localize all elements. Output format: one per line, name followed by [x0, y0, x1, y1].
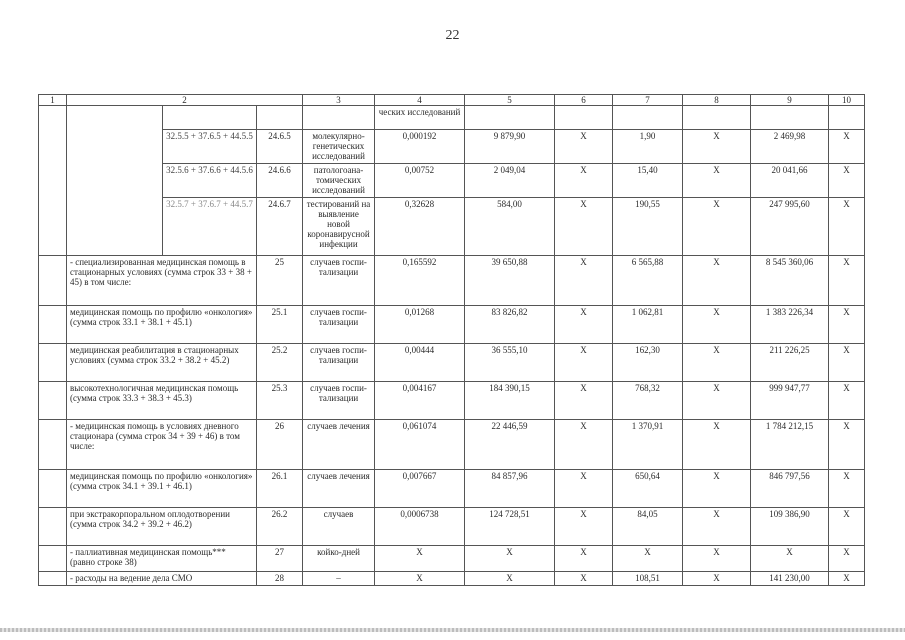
table-cell: X	[555, 344, 613, 382]
row-label: медицинская помощь по профилю «онкология» (сумма строк 33.1 + 38.1 + 45.1)	[67, 306, 257, 344]
table-cell: 650,64	[613, 470, 683, 508]
table-cell: X	[613, 546, 683, 572]
table-cell: X	[683, 382, 751, 420]
table-cell: 1 383 226,34	[751, 306, 829, 344]
table-cell	[163, 106, 257, 130]
table-cell: X	[829, 546, 865, 572]
table-row	[39, 306, 865, 344]
table-cell: X	[683, 546, 751, 572]
header-cell: 6	[555, 95, 613, 106]
table-cell: X	[555, 382, 613, 420]
table-cell: X	[555, 508, 613, 546]
table-cell: 24.6.6	[257, 164, 303, 198]
table-cell: X	[829, 130, 865, 164]
table-cell: X	[555, 256, 613, 306]
table-cell: 36 555,10	[465, 344, 555, 382]
table-cell: X	[375, 572, 465, 586]
table-cell: X	[829, 572, 865, 586]
table-cell: 24.6.5	[257, 130, 303, 164]
table-cell: 15,40	[613, 164, 683, 198]
table-cell: 162,30	[613, 344, 683, 382]
table-cell: 999 947,77	[751, 382, 829, 420]
table-cell: X	[555, 130, 613, 164]
row-label: при экстракорпоральном оплодотворении (сумма строк 34.2 + 39.2 + 46.2)	[67, 508, 257, 546]
table-cell: X	[683, 344, 751, 382]
table-cell	[39, 306, 67, 344]
table-cell	[39, 256, 67, 306]
table-cell	[257, 106, 303, 130]
table-cell: X	[683, 130, 751, 164]
table-cell: 22 446,59	[465, 420, 555, 470]
table-cell: X	[683, 470, 751, 508]
table-cell: 1 370,91	[613, 420, 683, 470]
table-cell: 141 230,00	[751, 572, 829, 586]
table-cell: 0,004167	[375, 382, 465, 420]
table-cell: 211 226,25	[751, 344, 829, 382]
table-cell: –	[303, 572, 375, 586]
table-cell: X	[683, 256, 751, 306]
table-cell: 32.5.5 + 37.6.5 + 44.5.5	[163, 130, 257, 164]
page-number: 22	[445, 28, 460, 43]
table-cell: 26.2	[257, 508, 303, 546]
table-cell: X	[555, 470, 613, 508]
table-cell: ческих исследований	[375, 106, 465, 130]
table-cell: 0,00444	[375, 344, 465, 382]
table-cell: X	[829, 164, 865, 198]
table-cell: 39 650,88	[465, 256, 555, 306]
row-label: медицинская реабилитация в стационарных условиях (сумма строк 33.2 + 38.2 + 45.2)	[67, 344, 257, 382]
row-label: медицинская помощь по профилю «онкология» (сумма строк 34.1 + 39.1 + 46.1)	[67, 470, 257, 508]
table-cell	[39, 546, 67, 572]
table-row	[39, 470, 865, 508]
row-label: - расходы на ведение дела СМО	[67, 572, 257, 586]
table-cell: 26	[257, 420, 303, 470]
table-row	[39, 106, 865, 130]
table-row	[39, 546, 865, 572]
table-cell: 0,32628	[375, 198, 465, 256]
table-cell: 190,55	[613, 198, 683, 256]
table-cell: 0,0006738	[375, 508, 465, 546]
table-cell: тестирований на выявление новой коронавирусной инфекции	[303, 198, 375, 256]
table-cell: X	[829, 344, 865, 382]
scan-edge	[0, 628, 905, 632]
table-cell: X	[829, 198, 865, 256]
table-cell: 20 041,66	[751, 164, 829, 198]
table-cell: 32.5.6 + 37.6.6 + 44.5.6	[163, 164, 257, 198]
table-cell: 0,00752	[375, 164, 465, 198]
table-cell: случаев госпи-тализации	[303, 344, 375, 382]
header-cell: 10	[829, 95, 865, 106]
table-cell: 124 728,51	[465, 508, 555, 546]
header-cell: 2	[67, 95, 303, 106]
table-row	[39, 164, 865, 198]
table-cell	[303, 106, 375, 130]
table-cell	[39, 470, 67, 508]
table-cell: 0,000192	[375, 130, 465, 164]
table-cell: X	[751, 546, 829, 572]
table-row	[39, 130, 865, 164]
table-cell: 0,061074	[375, 420, 465, 470]
table-cell: X	[555, 546, 613, 572]
table-cell: 109 386,90	[751, 508, 829, 546]
header-cell: 7	[613, 95, 683, 106]
table-cell: 247 995,60	[751, 198, 829, 256]
table-cell: 2 049,04	[465, 164, 555, 198]
table-cell	[39, 344, 67, 382]
table-cell	[67, 106, 163, 256]
table-cell: 6 565,88	[613, 256, 683, 306]
row-label: - специализированная медицинская помощь в стационарных условиях (сумма строк 33 + 38 + 45) в том числе:	[67, 256, 257, 306]
table-cell: 184 390,15	[465, 382, 555, 420]
table-cell: 8 545 360,06	[751, 256, 829, 306]
table-cell: 584,00	[465, 198, 555, 256]
table-cell: X	[829, 420, 865, 470]
table-cell: X	[829, 306, 865, 344]
table-cell: X	[555, 572, 613, 586]
table-cell	[751, 106, 829, 130]
row-label: - паллиативная медицинская помощь*** (равно строке 38)	[67, 546, 257, 572]
table-cell: X	[829, 256, 865, 306]
table-cell: 24.6.7	[257, 198, 303, 256]
table-cell: X	[829, 382, 865, 420]
header-cell: 9	[751, 95, 829, 106]
row-label: высокотехнологичная медицинская помощь (сумма строк 33.3 + 38.3 + 45.3)	[67, 382, 257, 420]
table-cell	[613, 106, 683, 130]
table-cell	[465, 106, 555, 130]
table-cell: случаев	[303, 508, 375, 546]
table-cell: 2 469,98	[751, 130, 829, 164]
table-cell: случаев лечения	[303, 420, 375, 470]
table-cell: X	[555, 198, 613, 256]
data-table	[38, 94, 865, 586]
header-cell: 8	[683, 95, 751, 106]
header-cell: 5	[465, 95, 555, 106]
table-cell: 84 857,96	[465, 470, 555, 508]
table-cell: 25	[257, 256, 303, 306]
table-cell	[39, 508, 67, 546]
table-cell: 84,05	[613, 508, 683, 546]
table-cell: случаев лечения	[303, 470, 375, 508]
table-cell: случаев госпи-тализации	[303, 382, 375, 420]
table-cell: койко-дней	[303, 546, 375, 572]
table-cell: X	[555, 164, 613, 198]
table-header-row	[39, 95, 865, 106]
table-row	[39, 256, 865, 306]
table-cell: 25.2	[257, 344, 303, 382]
table-cell: X	[375, 546, 465, 572]
table-cell: 1 784 212,15	[751, 420, 829, 470]
table-cell	[555, 106, 613, 130]
table-cell: X	[465, 572, 555, 586]
row-label: - медицинская помощь в условиях дневного стационара (сумма строк 34 + 39 + 46) в том числе:	[67, 420, 257, 470]
table-cell: 25.3	[257, 382, 303, 420]
table-cell: 108,51	[613, 572, 683, 586]
table-cell: X	[555, 306, 613, 344]
table-cell: случаев госпи-тализации	[303, 256, 375, 306]
table-cell: X	[555, 420, 613, 470]
table-cell	[829, 106, 865, 130]
table-cell	[39, 420, 67, 470]
table-cell: 27	[257, 546, 303, 572]
table-cell: 9 879,90	[465, 130, 555, 164]
table-cell: X	[683, 198, 751, 256]
table-cell: X	[683, 306, 751, 344]
table-cell: 25.1	[257, 306, 303, 344]
table-row	[39, 508, 865, 546]
table-row	[39, 420, 865, 470]
table-cell: 0,165592	[375, 256, 465, 306]
table-row	[39, 572, 865, 586]
table-cell: 0,007667	[375, 470, 465, 508]
table-cell: 1 062,81	[613, 306, 683, 344]
table-cell: 1,90	[613, 130, 683, 164]
table-cell: патологоана-томических исследований	[303, 164, 375, 198]
table-cell: 32.5.7 + 37.6.7 + 44.5.7	[163, 198, 257, 256]
table-cell: 0,01268	[375, 306, 465, 344]
table-cell	[39, 382, 67, 420]
table-row	[39, 382, 865, 420]
table-cell	[39, 572, 67, 586]
table-cell: X	[683, 164, 751, 198]
header-cell: 3	[303, 95, 375, 106]
table-cell: X	[829, 508, 865, 546]
table-row	[39, 198, 865, 256]
table-cell	[683, 106, 751, 130]
table-cell: 28	[257, 572, 303, 586]
table-cell	[39, 106, 67, 256]
table-cell: 26.1	[257, 470, 303, 508]
table-cell: X	[683, 420, 751, 470]
table-cell: 768,32	[613, 382, 683, 420]
table-cell: X	[683, 572, 751, 586]
table-cell: X	[465, 546, 555, 572]
table-cell: случаев госпи-тализации	[303, 306, 375, 344]
table-cell: 846 797,56	[751, 470, 829, 508]
table-cell: 83 826,82	[465, 306, 555, 344]
table-cell: молекулярно-генетических исследований	[303, 130, 375, 164]
table-row	[39, 344, 865, 382]
header-cell: 1	[39, 95, 67, 106]
header-cell: 4	[375, 95, 465, 106]
table-cell: X	[683, 508, 751, 546]
table-cell: X	[829, 470, 865, 508]
